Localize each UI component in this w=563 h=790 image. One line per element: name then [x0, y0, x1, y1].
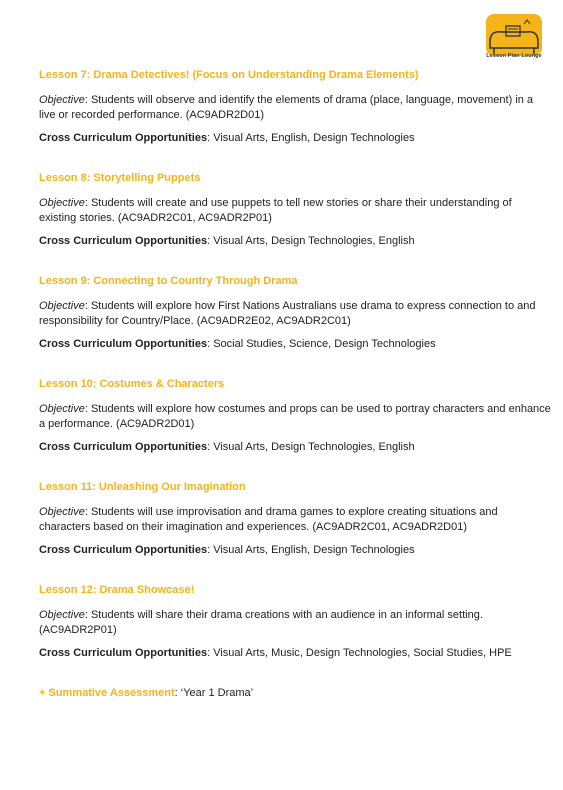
- lesson-title: Lesson 8: Storytelling Puppets: [39, 172, 201, 184]
- objective-label: Objective: [39, 609, 85, 621]
- lesson-objective: [39, 505, 551, 535]
- lesson-title: Lesson 9: Connecting to Country Through Drama: [39, 275, 298, 287]
- lesson-title: Lesson 7: Drama Detectives! (Focus on Understanding Drama Elements): [39, 69, 419, 81]
- summative-text: : ‘Year 1 Drama’: [174, 687, 254, 699]
- lesson-12: [39, 584, 551, 660]
- lesson-10: [39, 378, 551, 454]
- cross-curriculum: [39, 441, 551, 454]
- lesson-title: Lesson 12: Drama Showcase!: [39, 584, 195, 596]
- lesson-8: [39, 172, 551, 248]
- cross-curriculum: [39, 132, 551, 145]
- summative-label: + Summative Assessment: [39, 687, 175, 699]
- lesson-objective: [39, 93, 551, 123]
- cross-curriculum: [39, 544, 551, 557]
- lesson-7: [39, 69, 551, 145]
- lesson-objective: [39, 402, 551, 432]
- cross-curriculum-label: Cross Curriculum Opportunities: [39, 441, 208, 453]
- cross-curriculum: [39, 235, 551, 248]
- cross-curriculum-label: Cross Curriculum Opportunities: [39, 647, 208, 659]
- lesson-title: Lesson 10: Costumes & Characters: [39, 378, 225, 390]
- objective-label: Objective: [39, 94, 85, 106]
- objective-text: : Students will explore how costumes and props can be used to portray characters and enhance a performance. (AC9ADR2D01): [39, 403, 551, 430]
- lesson-11: [39, 481, 551, 557]
- cross-curriculum-text: : Visual Arts, English, Design Technologies: [207, 132, 415, 144]
- lesson-9: [39, 275, 551, 351]
- objective-label: Objective: [39, 403, 85, 415]
- objective-label: Objective: [39, 300, 85, 312]
- objective-label: Objective: [39, 197, 85, 209]
- cross-curriculum-label: Cross Curriculum Opportunities: [39, 132, 208, 144]
- cross-curriculum-label: Cross Curriculum Opportunities: [39, 338, 208, 350]
- objective-label: Objective: [39, 506, 85, 518]
- cross-curriculum-label: Cross Curriculum Opportunities: [39, 235, 208, 247]
- cross-curriculum-label: Cross Curriculum Opportunities: [39, 544, 208, 556]
- lesson-objective: [39, 196, 551, 226]
- cross-curriculum-text: : Visual Arts, Design Technologies, English: [207, 441, 415, 453]
- logo-text: Lesson Plan Lounge: [486, 53, 542, 59]
- lesson-objective: [39, 299, 551, 329]
- cross-curriculum: [39, 338, 551, 351]
- objective-text: : Students will share their drama creations with an audience in an informal setting. (AC9ADR2P01): [39, 609, 483, 636]
- cross-curriculum: [39, 647, 551, 660]
- lesson-list: [39, 69, 551, 700]
- lesson-objective: [39, 608, 551, 638]
- cross-curriculum-text: : Visual Arts, English, Design Technologies: [207, 544, 415, 556]
- objective-text: : Students will observe and identify the elements of drama (place, language, movement) in a live or recorded performance. (AC9ADR2D01): [39, 94, 534, 121]
- cross-curriculum-text: : Visual Arts, Design Technologies, English: [207, 235, 415, 247]
- objective-text: : Students will explore how First Nations Australians use drama to express connection to and responsibility for Country/Place. (AC9ADR2E02, AC9ADR2C01): [39, 300, 536, 327]
- cross-curriculum-text: : Social Studies, Science, Design Technologies: [207, 338, 436, 350]
- objective-text: : Students will create and use puppets to tell new stories or share their understanding of existing stories. (AC9ADR2C01, AC9ADR2P01): [39, 197, 512, 224]
- lesson-title: Lesson 11: Unleashing Our Imagination: [39, 481, 246, 493]
- cross-curriculum-text: : Visual Arts, Music, Design Technologies, Social Studies, HPE: [207, 647, 512, 659]
- summative-assessment: [39, 687, 551, 700]
- objective-text: : Students will use improvisation and drama games to explore creating situations and characters based on their imagination and experiences. (AC9ADR2C01, AC9ADR2D01): [39, 506, 498, 533]
